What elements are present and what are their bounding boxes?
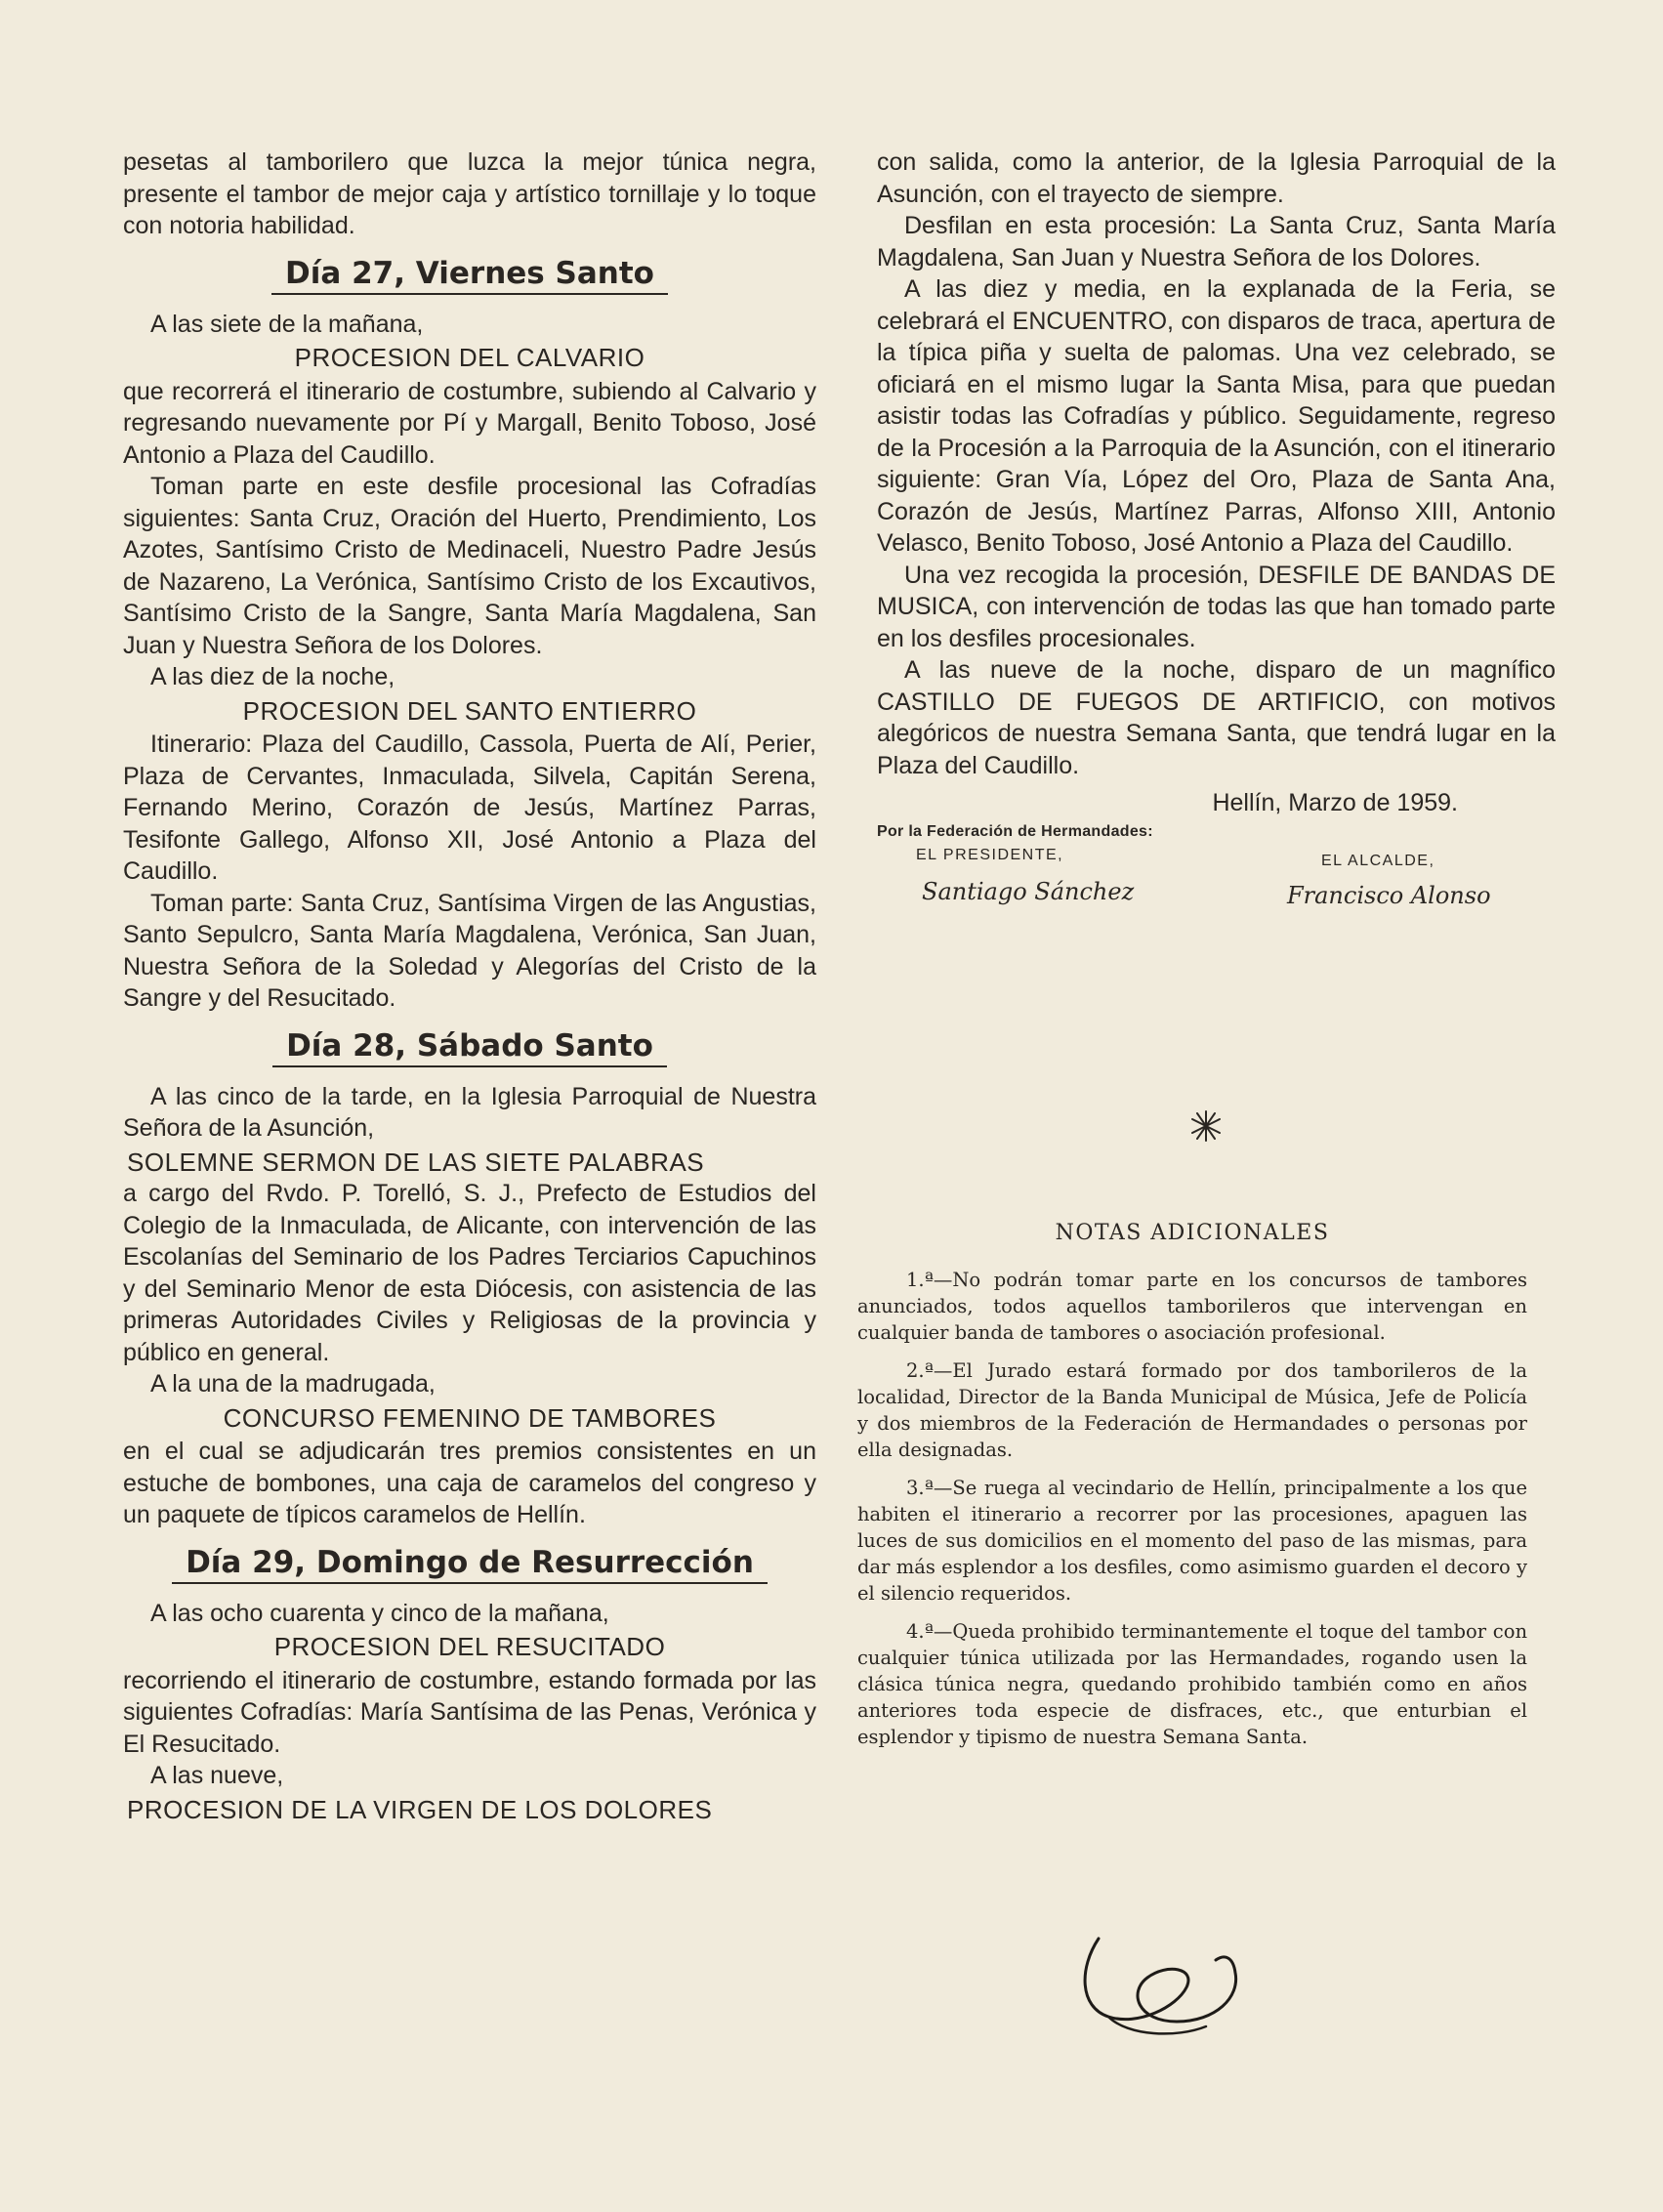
day29-paragraph-2: recorriendo el itinerario de costumbre, estando formada por las siguientes Cofradías: María Santísima de las Penas, Verónica y El Resucitado. xyxy=(123,1666,816,1758)
right-column xyxy=(877,146,1556,950)
star-ornament-icon xyxy=(1189,1109,1223,1143)
procession-virgen-dolores: PROCESION DE LA VIRGEN DE LOS DOLORES xyxy=(127,1794,713,1824)
president-signature: Santiago Sánchez xyxy=(922,877,1135,905)
day27-time-1: A las siete de la mañana, xyxy=(150,310,424,338)
procession-santo-entierro: PROCESION DEL SANTO ENTIERRO xyxy=(242,695,697,726)
signature-block xyxy=(877,823,1556,950)
right-paragraph-1: con salida, como la anterior, de la Iglesia Parroquial de la Asunción, con el trayecto de siempre. xyxy=(877,148,1556,208)
left-column xyxy=(123,146,816,1825)
day28-paragraph-4: en el cual se adjudicarán tres premios consistentes en un estuche de bombones, una caja de caramelos del congreso y un paquete de típicos caramelos de Hellín. xyxy=(123,1438,816,1528)
concurso-femenino-tambores: CONCURSO FEMENINO DE TAMBORES xyxy=(223,1402,717,1433)
day27-paragraph-2: que recorrerá el itinerario de costumbre, subiendo al Calvario y regresando nuevamente por Pí y Margall, Benito Toboso, José Antonio a Plaza del Caudillo. xyxy=(123,377,816,469)
procession-resucitado: PROCESION DEL RESUCITADO xyxy=(273,1632,666,1661)
notes-title: NOTAS ADICIONALES xyxy=(1055,1221,1330,1245)
mayor-signature: Francisco Alonso xyxy=(1287,881,1491,909)
day-28-heading: Día 28, Sábado Santo xyxy=(123,1028,816,1067)
day-29-heading: Día 29, Domingo de Resurrección xyxy=(123,1545,816,1584)
day-27-heading: Día 27, Viernes Santo xyxy=(123,256,816,295)
day27-itinerary: Itinerario: Plaza del Caudillo, Cassola, Puerta de Alí, Perier, Plaza de Cervantes, Inmaculada, Silvela, Capitán Serena, Fernando Merino, Corazón de Jesús, Martínez Parras, Tesifonte Gallego, Alfonso XII, José Antonio a Plaza del Caudillo. xyxy=(123,730,816,885)
intro-paragraph: pesetas al tamborilero que luzca la mejor túnica negra, presente el tambor de mejor caja y artístico tornillaje y lo toque con notoria habilidad. xyxy=(123,148,816,239)
day27-paragraph-3: Toman parte en este desfile procesional las Cofradías siguientes: Santa Cruz, Oración del Huerto, Prendimiento, Los Azotes, Santísimo Cristo de Medinaceli, Nuestro Padre Jesús de Nazareno, La Verónica, Santísimo Cristo de los Excautivos, Santísimo Cristo de la Sangre, Santa María Magdalena, San Juan y Nuestra Señora de los Dolores. xyxy=(123,473,816,659)
note-1: 1.ª—No podrán tomar parte en los concursos de tambores anunciados, todos aquellos tamborileros que intervengan en cualquier banda de tambores o asociación profesional. xyxy=(857,1269,1527,1344)
right-paragraph-4: Una vez recogida la procesión, DESFILE DE BANDAS DE MUSICA, con intervención de todas las que han tomado parte en los desfiles procesionales. xyxy=(877,561,1556,652)
president-title: EL PRESIDENTE, xyxy=(916,846,1064,863)
sermon-siete-palabras: SOLEMNE SERMON DE LAS SIETE PALABRAS xyxy=(127,1147,705,1177)
day27-participants: Toman parte: Santa Cruz, Santísima Virgen de las Angustias, Santo Sepulcro, Santa María Magdalena, Verónica, San Juan, Nuestra Señora de la Soledad y Alegorías del Cristo de la Sangre y del Resucitado. xyxy=(123,889,816,1012)
federation-label: Por la Federación de Hermandades: xyxy=(877,822,1153,840)
day27-time-2: A las diez de la noche, xyxy=(150,663,395,690)
notes-section xyxy=(857,1221,1527,1762)
flourish-ornament-icon xyxy=(1069,1929,1265,2046)
note-4: 4.ª—Queda prohibido terminantemente el toque del tambor con cualquier túnica utilizada por las Hermandades, rogando usen la clásica túnica negra, quedando prohibido también como en años anteriores toda especie de disfraces, etc., que enturbian el esplendor y tipismo de nuestra Semana Santa. xyxy=(857,1620,1527,1748)
day28-time-2: A la una de la madrugada, xyxy=(150,1370,436,1398)
day29-time-2: A las nueve, xyxy=(150,1762,284,1789)
right-paragraph-3: A las diez y media, en la explanada de la Feria, se celebrará el ENCUENTRO, con disparos de traca, apertura de la típica piña y suelta de palomas. Una vez celebrado, se oficiará en el mismo lugar la Santa Misa, para que puedan asistir todas las Cofradías y público. Seguidamente, regreso de la Procesión a la Parroquia de la Asunción, con el itinerario siguiente: Gran Vía, López del Oro, Plaza de Santa Ana, Corazón de Jesús, Martínez Parras, Alfonso XIII, Antonio Velasco, Benito Toboso, José Antonio a Plaza del Caudillo. xyxy=(877,275,1556,557)
note-3: 3.ª—Se ruega al vecindario de Hellín, principalmente a los que habiten el itinerario a recorrer por las procesiones, apaguen las luces de sus domicilios en el momento del paso de las mismas, para dar más esplendor a los desfiles, como asimismo guarden el decoro y el silencio requeridos. xyxy=(857,1477,1527,1605)
dateline: Hellín, Marzo de 1959. xyxy=(1212,789,1458,816)
day29-time-1: A las ocho cuarenta y cinco de la mañana, xyxy=(150,1599,609,1627)
right-paragraph-5: A las nueve de la noche, disparo de un magnífico CASTILLO DE FUEGOS DE ARTIFICIO, con motivos alegóricos de nuestra Semana Santa, que tendrá lugar en la Plaza del Caudillo. xyxy=(877,656,1556,779)
procession-calvario: PROCESION DEL CALVARIO xyxy=(294,343,645,372)
right-paragraph-2: Desfilan en esta procesión: La Santa Cruz, Santa María Magdalena, San Juan y Nuestra Señora de los Dolores. xyxy=(877,212,1556,271)
day28-paragraph-1: A las cinco de la tarde, en la Iglesia Parroquial de Nuestra Señora de la Asunción, xyxy=(123,1082,816,1142)
note-2: 2.ª—El Jurado estará formado por dos tamborileros de la localidad, Director de la Banda Municipal de Música, Jefe de Policía y dos miembros de la Federación de Hermandades o personas por ella designadas. xyxy=(857,1359,1527,1461)
mayor-title: EL ALCALDE, xyxy=(1321,852,1435,869)
day28-paragraph-2: a cargo del Rvdo. P. Torelló, S. J., Prefecto de Estudios del Colegio de la Inmaculada, de Alicante, con intervención de las Escolanías del Seminario de los Padres Terciarios Capuchinos y del Seminario Menor de esta Diócesis, con asistencia de las primeras Autoridades Civiles y Religiosas de la provincia y público en general. xyxy=(123,1180,816,1366)
